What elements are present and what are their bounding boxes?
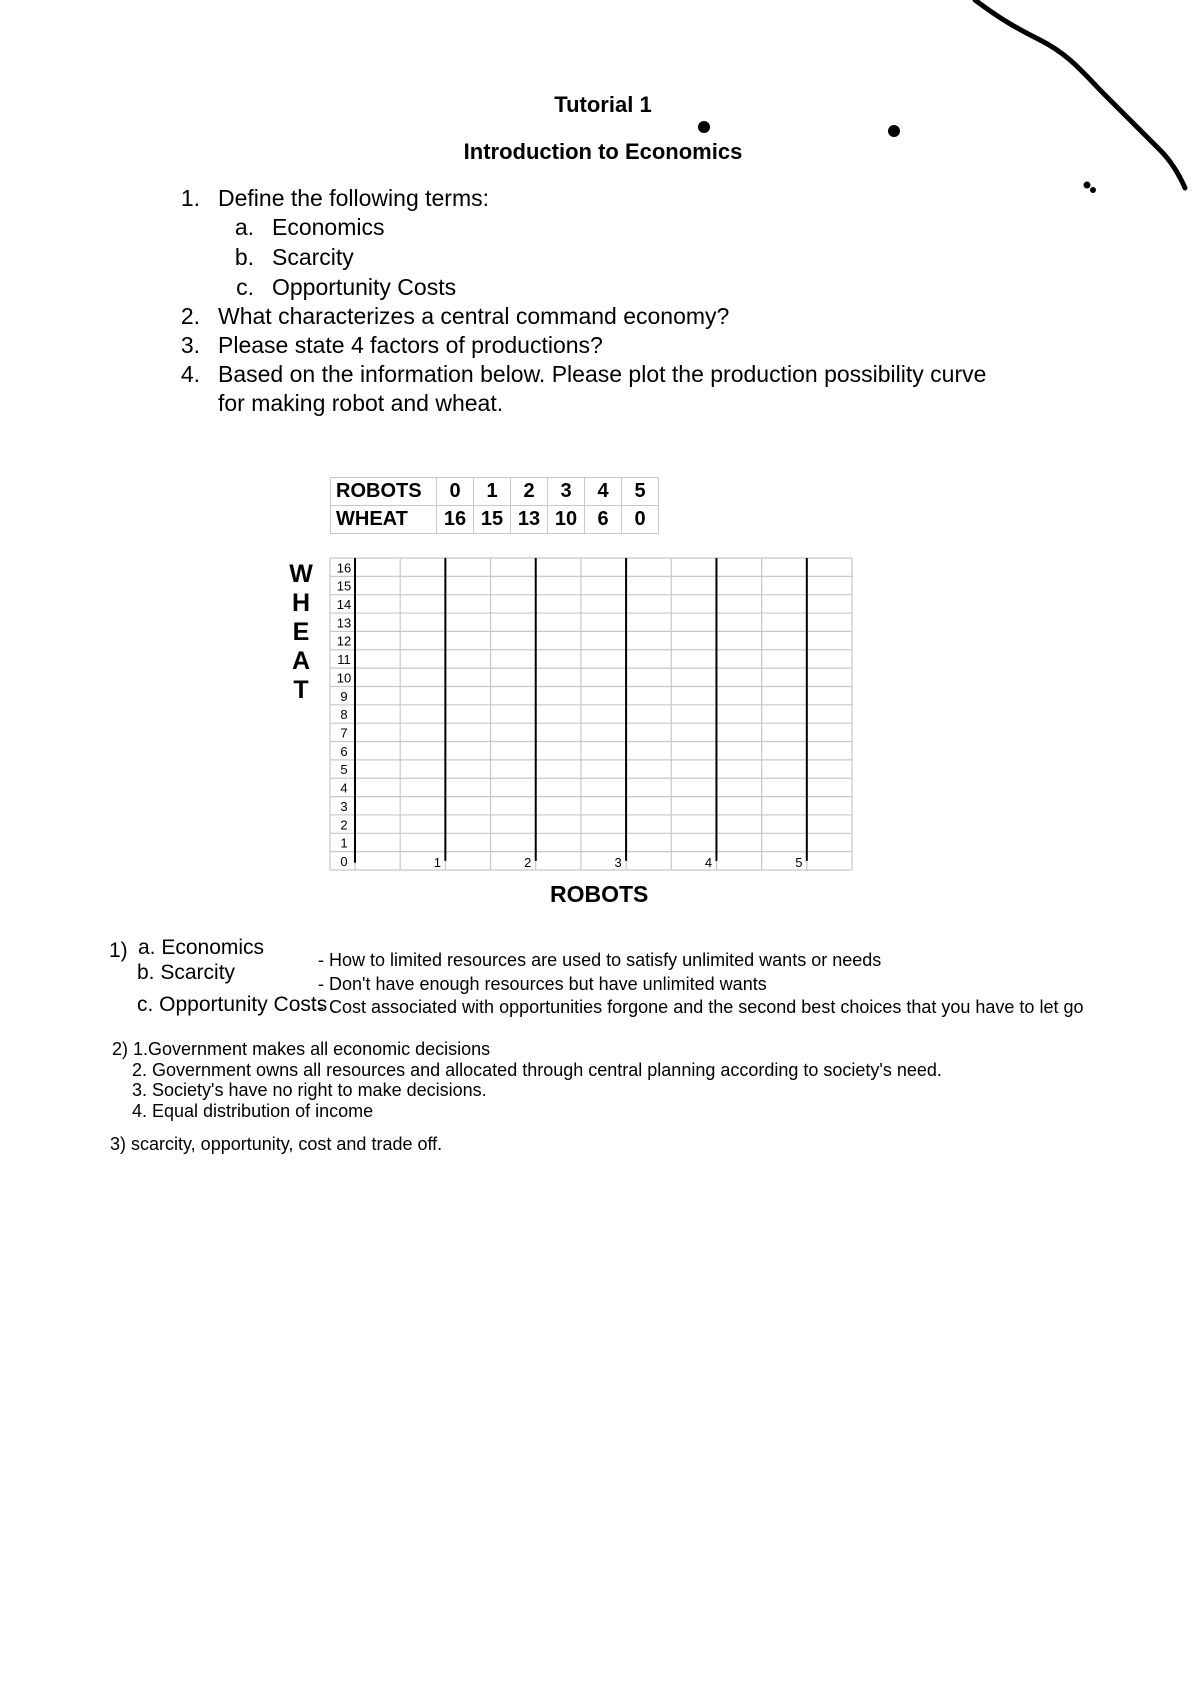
- answer-1c-label: c. Opportunity Costs: [137, 993, 328, 1016]
- question-4-continued: for making robot and wheat.: [218, 390, 504, 416]
- question-number: 4.: [180, 361, 200, 387]
- question-number: 3.: [180, 332, 200, 358]
- y-label-letter: W: [289, 560, 313, 588]
- y-tick-label: 0: [340, 853, 348, 869]
- chart-x-label: ROBOTS: [550, 881, 649, 907]
- x-tick-label: 2: [524, 855, 532, 870]
- answer-2-line-4: 4. Equal distribution of income: [132, 1101, 374, 1121]
- page-subtitle: Introduction to Economics: [463, 139, 743, 164]
- y-tick-label: 16: [336, 560, 352, 576]
- question-text: Based on the information below. Please plot the production possibility curve: [218, 361, 987, 387]
- answer-1a-text: - How to limited resources are used to satisfy unlimited wants or needs: [318, 950, 882, 970]
- question-letter: a.: [234, 214, 254, 240]
- question-number: 1.: [180, 185, 200, 211]
- table-cell: 16: [437, 506, 474, 534]
- y-tick-label: 15: [336, 578, 352, 594]
- y-label-letter: T: [293, 676, 309, 704]
- y-tick-label: 10: [336, 670, 352, 686]
- question-text: Economics: [272, 214, 385, 240]
- answer-1b-label: b. Scarcity: [137, 961, 236, 984]
- y-tick-label: 13: [336, 615, 352, 631]
- y-tick-label: 4: [340, 780, 348, 796]
- question-letter: b.: [234, 244, 254, 270]
- table-cell: 4: [585, 478, 622, 506]
- question-text: Opportunity Costs: [272, 274, 457, 300]
- y-tick-label: 14: [336, 597, 352, 613]
- question-text: Define the following terms:: [218, 185, 490, 211]
- x-tick-label: 1: [433, 855, 441, 870]
- answer-1c-text: - Cost associated with opportunities forgone and the second best choices that you have to let go: [318, 997, 1084, 1017]
- answer-2-line-2: 2. Government owns all resources and allocated through central planning according to society's need.: [132, 1060, 942, 1080]
- table-cell: 10: [548, 506, 585, 534]
- y-tick-label: 8: [340, 707, 348, 723]
- x-tick-label: 3: [614, 855, 622, 870]
- x-tick-label: 5: [795, 855, 803, 870]
- answer-1a-label: a. Economics: [138, 936, 265, 959]
- y-tick-label: 1: [340, 835, 348, 851]
- y-tick-label: 7: [340, 725, 348, 741]
- y-tick-label: 9: [340, 688, 348, 704]
- table-row-label: WHEAT: [331, 506, 437, 534]
- y-label-letter: E: [292, 618, 310, 646]
- table-cell: 13: [511, 506, 548, 534]
- answer-3: 3) scarcity, opportunity, cost and trade off.: [110, 1134, 443, 1154]
- table-cell: 0: [622, 506, 659, 534]
- question-number: 2.: [180, 303, 200, 329]
- page-title: Tutorial 1: [554, 92, 652, 117]
- answer-2-line-1: 2) 1.Government makes all economic decisions: [112, 1039, 491, 1059]
- table-cell: 6: [585, 506, 622, 534]
- table-cell: 3: [548, 478, 585, 506]
- table-cell: 2: [511, 478, 548, 506]
- answer-1-number: 1): [109, 939, 128, 962]
- y-tick-label: 11: [337, 652, 351, 668]
- y-label-letter: A: [291, 647, 311, 675]
- y-tick-label: 2: [340, 817, 348, 833]
- table-cell: 1: [474, 478, 511, 506]
- question-text: Scarcity: [272, 244, 354, 270]
- table-cell: 5: [622, 478, 659, 506]
- question-letter: c.: [236, 274, 254, 300]
- y-tick-label: 5: [340, 762, 348, 778]
- answer-2-line-3: 3. Society's have no right to make decisions.: [132, 1080, 487, 1100]
- x-tick-label: 4: [704, 855, 713, 870]
- y-label-letter: H: [291, 589, 311, 617]
- table-cell: 15: [474, 506, 511, 534]
- question-text: What characterizes a central command economy?: [218, 303, 730, 329]
- table-row-label: ROBOTS: [331, 478, 437, 506]
- y-tick-label: 3: [340, 798, 348, 814]
- answer-1b-text: - Don't have enough resources but have unlimited wants: [318, 974, 767, 994]
- y-tick-label: 12: [336, 633, 352, 649]
- y-tick-label: 6: [340, 743, 348, 759]
- table-cell: 0: [437, 478, 474, 506]
- question-text: Please state 4 factors of productions?: [218, 332, 603, 358]
